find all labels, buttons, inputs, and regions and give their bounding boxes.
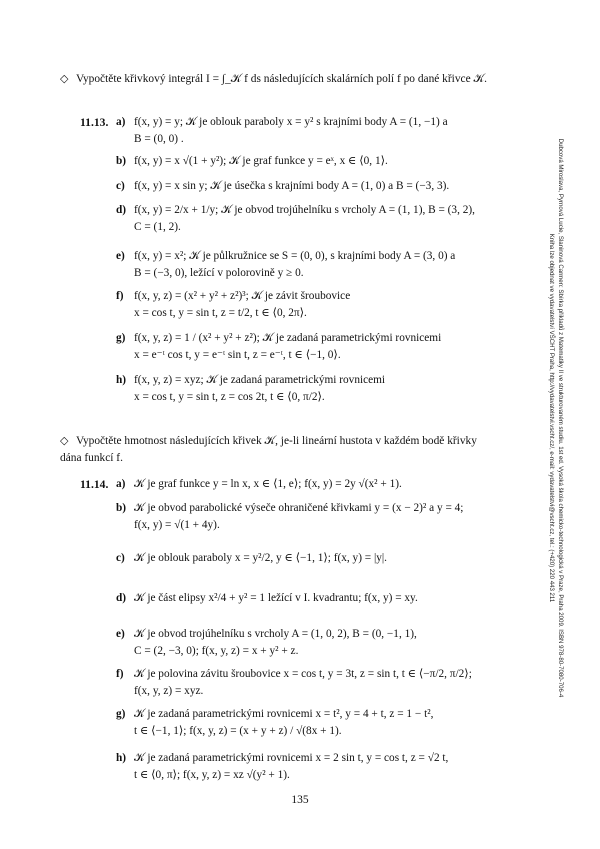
problem-item bbox=[118, 500, 548, 534]
page-number: 135 bbox=[291, 794, 309, 806]
problem-item bbox=[118, 706, 548, 740]
item-text: 𝒦 je zadaná parametrickými rovnicemi x = t², y = 4 + t, z = 1 − t², bbox=[134, 708, 434, 720]
item-letter: c) bbox=[116, 180, 125, 192]
problem-item bbox=[118, 202, 548, 236]
intro-text: Vypočtěte křivkový integrál I = ∫_𝒦 f ds následujících skalárních polí f po dané křivce 𝒦. bbox=[76, 73, 487, 85]
item-text-cont: t ∈ ⟨0, π⟩; f(x, y, z) = xz √(y² + 1). bbox=[134, 769, 290, 781]
diamond-icon: ◇ bbox=[60, 434, 69, 447]
item-text-cont: f(x, y) = √(1 + 4y). bbox=[134, 519, 220, 531]
item-text: f(x, y, z) = (x² + y² + z²)³; 𝒦 je závit šroubovice bbox=[134, 290, 351, 302]
item-text: f(x, y) = x sin y; 𝒦 je úsečka s krajními body A = (1, 0) a B = (−3, 3). bbox=[134, 180, 450, 192]
item-text-cont: B = (0, 0) . bbox=[134, 133, 184, 145]
item-letter: b) bbox=[116, 502, 127, 514]
intro-text-cont: dána funkcí f. bbox=[60, 452, 123, 464]
problem-item bbox=[118, 288, 548, 322]
item-text: 𝒦 je obvod parabolické výseče ohraničené křivkami y = (x − 2)² a y = 4; bbox=[134, 502, 464, 514]
problem-label: 11.14. bbox=[80, 478, 109, 491]
item-letter: e) bbox=[116, 250, 125, 262]
item-text: 𝒦 je graf funkce y = ln x, x ∈ ⟨1, e⟩; f(x, y) = 2y √(x² + 1). bbox=[134, 478, 402, 490]
item-text-cont: B = (−3, 0), ležící v polorovině y ≥ 0. bbox=[134, 267, 304, 279]
side-note bbox=[547, 38, 565, 798]
exercise-intro-line-integral bbox=[60, 70, 540, 88]
item-text-cont: x = e⁻ᵗ cos t, y = e⁻ᵗ sin t, z = e⁻ᵗ, t ∈ ⟨−1, 0⟩. bbox=[134, 349, 341, 361]
item-text: 𝒦 je obvod trojúhelníku s vrcholy A = (1, 0, 2), B = (0, −1, 1), bbox=[134, 628, 417, 640]
item-text: 𝒦 je zadaná parametrickými rovnicemi x = 2 sin t, y = cos t, z = √2 t, bbox=[134, 752, 449, 764]
problem-item bbox=[118, 248, 548, 282]
problem-item bbox=[118, 626, 548, 660]
problem-item bbox=[118, 550, 548, 567]
item-letter: f) bbox=[116, 290, 124, 302]
item-text-cont: f(x, y, z) = xyz. bbox=[134, 685, 204, 697]
intro-text: Vypočtěte hmotnost následujících křivek 𝒦, je-li lineární hustota v každém bodě křivky bbox=[76, 435, 477, 447]
item-text: 𝒦 je oblouk paraboly x = y²/2, y ∈ ⟨−1, 1⟩; f(x, y) = |y|. bbox=[134, 552, 387, 564]
item-text: f(x, y, z) = 1 / (x² + y² + z²); 𝒦 je zadaná parametrickými rovnicemi bbox=[134, 332, 442, 344]
item-text: f(x, y) = 2/x + 1/y; 𝒦 je obvod trojúhelníku s vrcholy A = (1, 1), B = (3, 2), bbox=[134, 204, 475, 216]
problem-item bbox=[118, 330, 548, 364]
diamond-icon: ◇ bbox=[60, 72, 69, 85]
item-letter: c) bbox=[116, 552, 125, 564]
problem-item bbox=[118, 153, 548, 170]
item-letter: h) bbox=[116, 752, 127, 764]
item-text: f(x, y) = x √(1 + y²); 𝒦 je graf funkce y = eˣ, x ∈ ⟨0, 1⟩. bbox=[134, 155, 388, 167]
item-text-cont: x = cos t, y = sin t, z = t/2, t ∈ ⟨0, 2π⟩. bbox=[134, 307, 307, 319]
problem-label: 11.13. bbox=[80, 116, 109, 129]
side-note-order-info: Kniha lze objednat ve vydavatelství VŠCHT Praha, http://vydavatelstvi.vscht.cz/, e-mail: vydavatelstvi@vscht.cz, tel.: (+420) 220 443 211 bbox=[548, 233, 555, 603]
item-letter: g) bbox=[116, 332, 126, 344]
item-letter: e) bbox=[116, 628, 125, 640]
item-letter: a) bbox=[116, 116, 126, 128]
item-text-cont: x = cos t, y = sin t, z = cos 2t, t ∈ ⟨0, π/2⟩. bbox=[134, 391, 325, 403]
item-letter: b) bbox=[116, 155, 127, 167]
item-letter: g) bbox=[116, 708, 126, 720]
problem-item bbox=[118, 114, 548, 148]
problem-item bbox=[118, 178, 548, 195]
item-text: 𝒦 je část elipsy x²/4 + y² = 1 ležící v I. kvadrantu; f(x, y) = xy. bbox=[134, 592, 418, 604]
item-text: 𝒦 je polovina závitu šroubovice x = cos t, y = 3t, z = sin t, t ∈ ⟨−π/2, π/2⟩; bbox=[134, 668, 472, 680]
item-letter: d) bbox=[116, 204, 127, 216]
problem-item bbox=[118, 666, 548, 700]
item-letter: d) bbox=[116, 592, 127, 604]
problem-item bbox=[118, 750, 548, 784]
item-text-cont: C = (2, −3, 0); f(x, y, z) = x + y² + z. bbox=[134, 645, 299, 657]
exercise-intro-mass bbox=[60, 432, 540, 467]
item-text-cont: C = (1, 2). bbox=[134, 221, 181, 233]
problem-item bbox=[118, 476, 548, 493]
item-letter: h) bbox=[116, 374, 127, 386]
item-text-cont: t ∈ ⟨−1, 1⟩; f(x, y, z) = (x + y + z) / √(8x + 1). bbox=[134, 725, 342, 737]
item-text: f(x, y) = y; 𝒦 je oblouk paraboly x = y² s krajními body A = (1, −1) a bbox=[134, 116, 448, 128]
item-text: f(x, y, z) = xyz; 𝒦 je zadaná parametrickými rovnicemi bbox=[134, 374, 386, 386]
item-letter: f) bbox=[116, 668, 124, 680]
problem-item bbox=[118, 590, 548, 607]
item-letter: a) bbox=[116, 478, 126, 490]
problem-item bbox=[118, 372, 548, 406]
item-text: f(x, y) = x²; 𝒦 je půlkružnice se S = (0, 0), s krajními body A = (3, 0) a bbox=[134, 250, 456, 262]
side-note-citation: Dubcová Miroslava, Pyrnová Lucie, Slaninová Carmen: Sbírka příkladů z Matematiky II ve strukturovaném studiu. 1st ed. Vysoká škola chemicko-technologická v Praze, Praha 2009. ISBN 978-80-7080-706-4 bbox=[557, 138, 564, 698]
